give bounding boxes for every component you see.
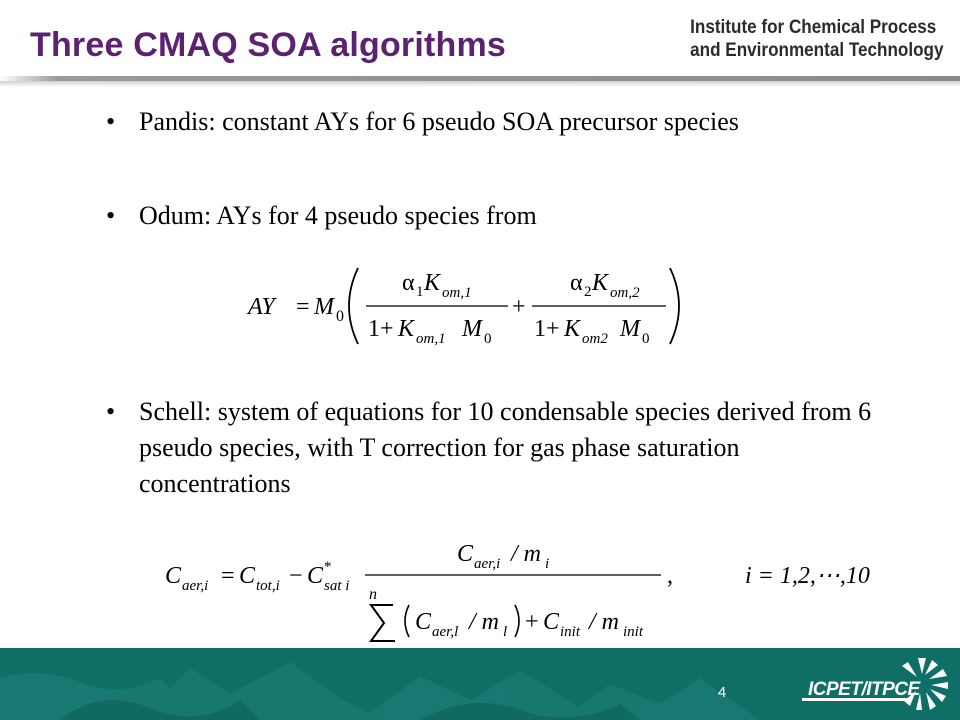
left-paren (349, 268, 358, 344)
bullet-pandis (104, 104, 894, 140)
alpha1: α (402, 270, 415, 296)
eq-plus: + (512, 294, 526, 320)
k-num-2: K (592, 270, 609, 296)
odum-equation (240, 260, 690, 352)
c-tot-i-sub: tot,i (256, 578, 280, 594)
num-c-aer-i-sub: aer,i (474, 556, 501, 572)
sum-top: n (369, 586, 377, 603)
eq-minus: − (289, 563, 303, 589)
bullet-text: Odum: AYs for 4 pseudo species from (139, 201, 537, 230)
eq-m0: M (314, 294, 334, 320)
m-den-1: M (462, 316, 482, 342)
c-aer-i-lhs: C (165, 563, 182, 589)
den-c-aer-l-sub: aer,l (432, 624, 459, 640)
den-div-m-l: / m (469, 609, 499, 635)
k-den-2: K (564, 316, 581, 342)
alpha1-sub: 1 (416, 284, 424, 300)
eq-equals: = (221, 563, 235, 589)
k-den-1-sub: om,1 (416, 331, 446, 347)
m-den-2: M (620, 316, 640, 342)
bullet-text: Pandis: constant AYs for 6 pseudo SOA precursor species (139, 107, 739, 136)
den-m-init-sub: init (623, 624, 644, 640)
den-right-paren (515, 605, 519, 637)
index-range: i = 1,2,⋯,10 (745, 563, 870, 589)
institute-line-2: and Environmental Technology (690, 40, 944, 61)
bullet-odum (104, 198, 894, 234)
c-aer-i-lhs-sub: aer,i (182, 578, 209, 594)
c-sat-i: C (307, 563, 324, 589)
den-c-aer-l: C (415, 609, 432, 635)
den-one-plus-1: 1+ (368, 316, 394, 342)
num-m-sub: i (545, 556, 550, 572)
den-div-m-init: / m (589, 609, 619, 635)
eq-lhs: AY (248, 294, 275, 320)
num-c-aer-i: C (457, 541, 474, 567)
den-plus: + (525, 609, 539, 635)
c-tot-i: C (239, 563, 256, 589)
eq-m0-sub: 0 (336, 308, 344, 325)
schell-equation (165, 533, 915, 663)
k-den-1: K (398, 316, 415, 342)
bullet-dot-icon: • (106, 397, 116, 426)
bullet-text: Schell: system of equations for 10 condensable species derived from 6 pseudo species, with T correction for gas phase saturation concentrations (139, 397, 872, 498)
den-c-init-sub: init (560, 624, 581, 640)
c-sat-i-sub: sat i (324, 578, 350, 594)
alpha2: α (570, 270, 583, 296)
page-number: 4 (717, 684, 727, 701)
eq-comma: , (667, 563, 673, 589)
den-one-plus-2: 1+ (534, 316, 560, 342)
footer-logo-text: ICPET/ITPCE (808, 679, 920, 700)
num-div-m: / m (511, 541, 541, 567)
k-num-1-sub: om,1 (442, 285, 472, 301)
k-num-1: K (424, 270, 441, 296)
c-sat-star: * (324, 559, 332, 575)
bullet-dot-icon: • (106, 107, 116, 136)
k-den-2-sub: om2 (582, 331, 608, 347)
eq-equals: = (296, 294, 310, 320)
sigma-icon (371, 605, 395, 641)
header-shadow (0, 81, 960, 87)
right-paren (670, 268, 679, 344)
institute-name (691, 16, 944, 62)
den-c-init: C (543, 609, 560, 635)
k-num-2-sub: om,2 (610, 285, 640, 301)
den-left-paren (405, 605, 409, 637)
den-m-l-sub: l (503, 624, 508, 640)
institute-line-1: Institute for Chemical Process (690, 17, 937, 38)
alpha2-sub: 2 (584, 284, 592, 300)
bullet-schell (104, 394, 894, 502)
bullet-dot-icon: • (106, 201, 116, 230)
m-den-2-sub: 0 (642, 331, 650, 347)
slide-title: Three CMAQ SOA algorithms (30, 26, 507, 64)
m-den-1-sub: 0 (484, 331, 492, 347)
